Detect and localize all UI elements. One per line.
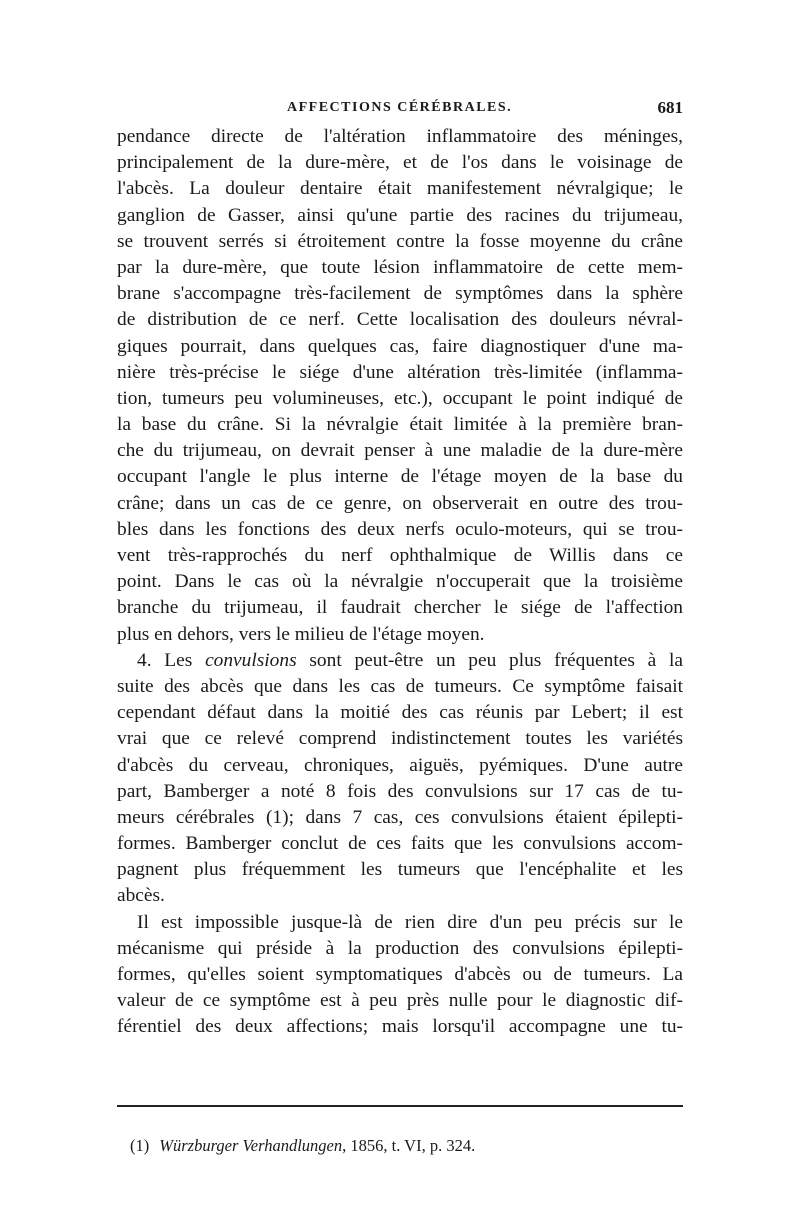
footnote-separator bbox=[117, 1105, 683, 1107]
italic-term: convulsions bbox=[205, 649, 297, 671]
text-line: plus en dehors, vers le milieu de l'étage moyen. bbox=[117, 623, 485, 645]
text-fragment: Les bbox=[151, 649, 206, 671]
section-number: 4. bbox=[137, 649, 152, 671]
running-header bbox=[117, 100, 683, 120]
text-line: principalement de la dure-mère, et de l'os dans le voisinage de bbox=[117, 152, 683, 174]
text-line: suite des abcès que dans les cas de tumeurs. Ce symptôme faisait bbox=[117, 675, 683, 697]
text-line: valeur de ce symptôme est à peu près nulle pour le diagnostic dif- bbox=[117, 990, 683, 1012]
text-line: branche du trijumeau, il faudrait chercher le siége de l'affection bbox=[117, 597, 683, 619]
body-text bbox=[117, 124, 683, 1041]
text-line: meurs cérébrales (1); dans 7 cas, ces convulsions étaient épilepti- bbox=[117, 806, 683, 828]
text-line: occupant l'angle le plus interne de l'étage moyen de la base du bbox=[117, 466, 683, 488]
text-line: mécanisme qui préside à la production des convulsions épilepti- bbox=[117, 937, 683, 959]
text-line: point. Dans le cas où la névralgie n'occuperait que la troisième bbox=[117, 571, 683, 593]
text-line: la base du crâne. Si la névralgie était limitée à la première bran- bbox=[117, 414, 683, 436]
text-line: par la dure-mère, que toute lésion inflammatoire de cette mem- bbox=[117, 256, 683, 278]
text-line: che du trijumeau, on devrait penser à une maladie de la dure-mère bbox=[117, 440, 683, 462]
running-title: AFFECTIONS CÉRÉBRALES. bbox=[287, 100, 513, 115]
text-line: bles dans les fonctions des deux nerfs oculo-moteurs, qui se trou- bbox=[117, 518, 683, 540]
footnote-title: Würzburger Verhandlungen bbox=[159, 1136, 343, 1155]
text-line: pendance directe de l'altération inflammatoire des méninges, bbox=[117, 126, 683, 147]
page-number: 681 bbox=[657, 98, 683, 117]
text-line: cependant défaut dans la moitié des cas réunis par Lebert; il est bbox=[117, 702, 683, 724]
text-line: nière très-précise le siége d'une altération très-limitée (inflamma- bbox=[117, 361, 683, 383]
text-line: brane s'accompagne très-facilement de symptômes dans la sphère bbox=[117, 283, 683, 305]
text-line: pagnent plus fréquemment les tumeurs que l'encéphalite et les bbox=[117, 859, 683, 881]
footnote-marker: (1) bbox=[130, 1136, 150, 1155]
text-line: de distribution de ce nerf. Cette localisation des douleurs névral- bbox=[117, 309, 683, 331]
text-line: Il est impossible jusque-là de rien dire d'un peu précis sur le bbox=[137, 911, 683, 933]
paragraph-continuation bbox=[117, 124, 683, 648]
text-fragment: sont peut-être un peu plus fréquentes à la bbox=[296, 649, 683, 671]
text-line: crâne; dans un cas de ce genre, on observerait en outre des trou- bbox=[117, 492, 683, 514]
footnote-citation: , 1856, t. VI, p. 324. bbox=[342, 1136, 476, 1155]
text-line-section-heading bbox=[117, 648, 683, 674]
text-line: abcès. bbox=[117, 885, 165, 907]
text-line: formes. Bamberger conclut de ces faits que les convulsions accom- bbox=[117, 833, 683, 855]
text-line: vent très-rapprochés du nerf ophthalmique de Willis dans ce bbox=[117, 545, 683, 566]
text-line: formes, qu'elles soient symptomatiques d'abcès ou de tumeurs. La bbox=[117, 964, 683, 985]
footnote bbox=[130, 1136, 475, 1156]
text-line: d'abcès du cerveau, chroniques, aiguës, pyémiques. D'une autre bbox=[117, 754, 683, 776]
text-line: tion, tumeurs peu volumineuses, etc.), occupant le point indiqué de bbox=[117, 387, 683, 409]
paragraph bbox=[117, 910, 683, 1041]
text-line: l'abcès. La douleur dentaire était manifestement névralgique; le bbox=[117, 178, 683, 200]
text-line: vrai que ce relevé comprend indistinctement toutes les variétés bbox=[117, 728, 683, 750]
text-line: se trouvent serrés si étroitement contre la fosse moyenne du crâne bbox=[117, 230, 683, 252]
text-line: férentiel des deux affections; mais lorsqu'il accompagne une tu- bbox=[117, 1016, 683, 1038]
text-line: giques pourrait, dans quelques cas, faire diagnostiquer d'une ma- bbox=[117, 335, 683, 357]
text-line: ganglion de Gasser, ainsi qu'une partie des racines du trijumeau, bbox=[117, 204, 683, 226]
paragraph-section-4 bbox=[117, 648, 683, 910]
text-line: part, Bamberger a noté 8 fois des convulsions sur 17 cas de tu- bbox=[117, 780, 683, 802]
